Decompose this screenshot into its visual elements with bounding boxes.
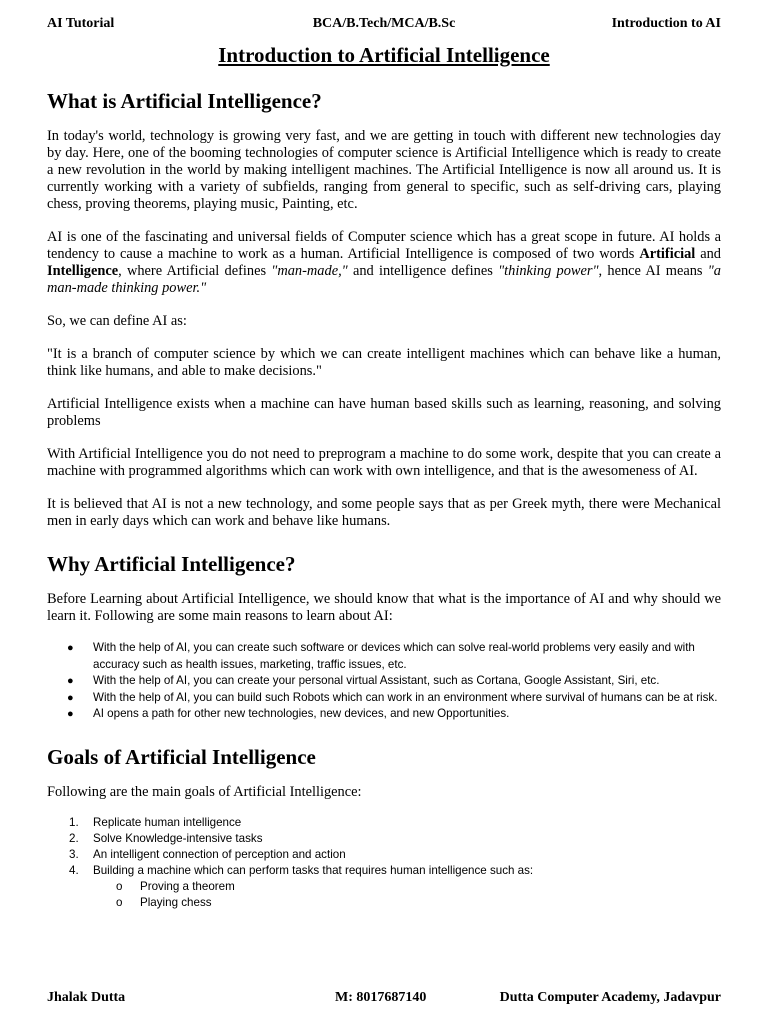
- footer-academy: Dutta Computer Academy, Jadavpur: [499, 990, 721, 1005]
- circle-bullet-icon: o: [116, 895, 123, 909]
- subgoals-list: [47, 879, 721, 911]
- paragraph-greek-myth: It is believed that AI is not a new technology, and some people says that as per Greek myth, there were Mechanical men in early days which can work and behave like humans.: [47, 496, 721, 529]
- paragraph-define-ai: So, we can define AI as:: [47, 313, 187, 329]
- paragraph-intro: In today's world, technology is growing very fast, and we are getting in touch with different new technologies day by day. Here, one of the booming technologies of computer science is Artificial Intelligence which is ready to create a new revolution in the world by making intelligent machines. The Artificial Intelligence is now all around us. It is currently working with a variety of subfields, ranging from general to specific, such as self-driving cars, playing chess, proving theorems, playing music, Painting, etc.: [47, 128, 721, 212]
- paragraph-skills: Artificial Intelligence exists when a machine can have human based skills such as learning, reasoning, and solving problems: [47, 396, 721, 429]
- section-heading-why-ai: Why Artificial Intelligence?: [47, 552, 296, 576]
- document-body: [47, 86, 721, 911]
- header-right: Introduction to AI: [611, 16, 721, 31]
- list-item: ● With the help of AI, you can create your personal virtual Assistant, such as Cortana, Google Assistant, Siri, etc.: [47, 673, 721, 690]
- footer-author: Jhalak Dutta: [47, 990, 126, 1005]
- list-item: 1. Replicate human intelligence: [69, 815, 242, 829]
- list-item: ● With the help of AI, you can create such software or devices which can solve real-world problems very easily and with accuracy such as health issues, marketing, traffic issues, etc.: [67, 641, 695, 671]
- list-item: 3. An intelligent connection of perception and action: [69, 847, 346, 861]
- reasons-list: [47, 640, 721, 723]
- running-header: [47, 16, 721, 36]
- paragraph-goals-intro: Following are the main goals of Artificial Intelligence:: [47, 783, 362, 800]
- page-title: Introduction to Artificial Intelligence: [218, 43, 550, 67]
- section-heading-goals: Goals of Artificial Intelligence: [47, 744, 316, 769]
- bullet-icon: ●: [67, 691, 74, 704]
- list-item: o Playing chess: [116, 895, 212, 909]
- list-item: ● With the help of AI, you can build such Robots which can work in an environment where survival of humans can be at risk.: [47, 690, 721, 707]
- goals-list: [47, 815, 721, 879]
- footer-phone: M: 8017687140: [335, 990, 427, 1005]
- list-item: ● AI opens a path for other new technologies, new devices, and new Opportunities.: [47, 706, 721, 723]
- paragraph-why-intro: Before Learning about Artificial Intelligence, we should know that what is the importance of AI and why should we learn it. Following are some main reasons to learn about AI:: [47, 591, 721, 624]
- paragraph-preprogram: With Artificial Intelligence you do not need to preprogram a machine to do some work, despite that you can create a machine with programmed algorithms which can work with own intelligence, and that is the awesomeness of AI.: [47, 446, 721, 479]
- running-footer: [47, 990, 721, 1010]
- paragraph-quote-definition: "It is a branch of computer science by which we can create intelligent machines which can behave like a human, think like humans, and able to make decisions.": [47, 346, 721, 379]
- list-item: 4. Building a machine which can perform tasks that requires human intelligence such as:: [69, 863, 534, 877]
- circle-bullet-icon: o: [116, 879, 123, 893]
- paragraph-definition-words: AI is one of the fascinating and universal fields of Computer science which has a great scope in future. AI holds a tendency to cause a machine to work as a human. Artificial Intelligence is composed of two words Artificial and Intelligence, where Artificial defines "man-made," and intelligence defines "thinking power", hence AI means "a man-made thinking power.": [47, 229, 721, 296]
- bullet-icon: ●: [67, 642, 74, 654]
- header-left: AI Tutorial: [47, 16, 115, 31]
- header-center: BCA/B.Tech/MCA/B.Sc: [312, 16, 456, 31]
- list-item: 2. Solve Knowledge-intensive tasks: [69, 831, 263, 845]
- bullet-icon: ●: [67, 675, 74, 687]
- list-item: o Proving a theorem: [116, 879, 235, 893]
- bullet-icon: ●: [67, 708, 74, 720]
- section-heading-what-is-ai: What is Artificial Intelligence?: [47, 89, 322, 113]
